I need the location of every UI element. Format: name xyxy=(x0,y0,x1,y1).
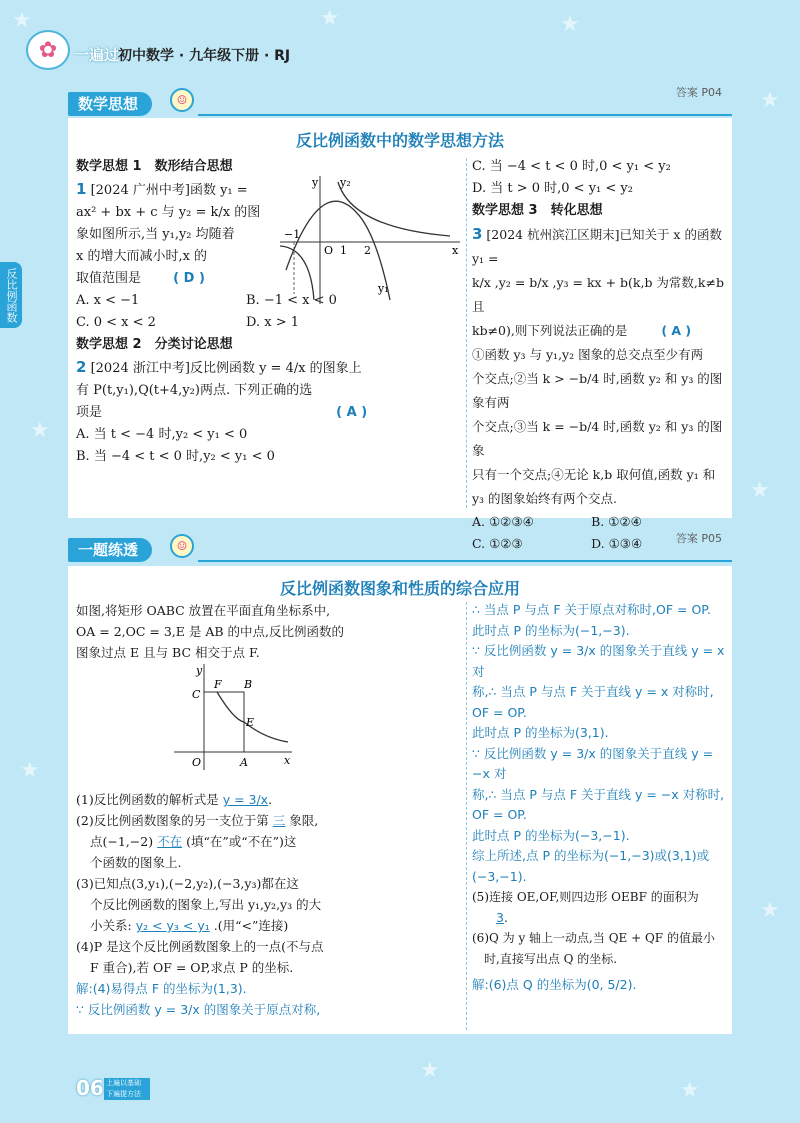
book-title: 初中数学 · 九年级下册 · RJ xyxy=(118,48,291,64)
footer-tag xyxy=(104,1078,150,1100)
graph-label: −1 xyxy=(284,228,301,241)
solution-line: 称,∴ 当点 P 与点 F 关于直线 y = −x 对称时, xyxy=(472,786,725,802)
mascot-icon: ☺ xyxy=(170,534,194,558)
thinking3-heading: 数学思想 3 转化思想 xyxy=(472,203,603,218)
footer-tag-line: 上遍以基础 xyxy=(106,1079,141,1087)
rectangle-figure xyxy=(164,662,294,772)
part4-text: (4)P 是这个反比例函数图象上的一点(不与点 xyxy=(76,939,324,954)
figure-label: A xyxy=(240,756,248,769)
part6-text: (6)Q 为 y 轴上一动点,当 QE + QF 的值最小 xyxy=(472,931,715,945)
part3-answer: y₂ < y₃ < y₁ xyxy=(135,918,210,933)
solution-line: (−3,−1). xyxy=(472,868,527,884)
q3-line: 个交点;③当 k = −b/4 时,函数 y₂ 和 y₃ 的图象 xyxy=(472,419,723,458)
solution-line: OF = OP. xyxy=(472,807,527,822)
intro-line: OA = 2,OC = 3,E 是 AB 的中点,反比例函数的 xyxy=(76,624,345,639)
thinking1-heading: 数学思想 1 数形结合思想 xyxy=(76,159,233,174)
q1-line: 象如图所示,当 y₁,y₂ 均随着 xyxy=(76,227,235,242)
part1-text: (1)反比例函数的解析式是 xyxy=(76,792,219,807)
question-number: 1 xyxy=(76,180,87,198)
q3-line: y₃ 的图象始终有两个交点. xyxy=(472,491,618,506)
solution-line: ∵ 反比例函数 y = 3/x 的图象关于直线 y = −x 对 xyxy=(472,745,714,781)
section-tag: 一题练透 xyxy=(68,538,152,562)
figure-label: O xyxy=(192,756,202,769)
part3-text: 个反比例函数的图象上,写出 y₁,y₂,y₃ 的大 xyxy=(90,897,322,912)
column-divider xyxy=(466,158,467,508)
solution-line: 称,∴ 当点 P 与点 F 关于直线 y = x 对称时, xyxy=(472,684,714,699)
solution-line: ∴ 当点 P 与点 F 关于原点对称时,OF = OP. xyxy=(472,602,711,617)
thinking2-heading: 数学思想 2 分类讨论思想 xyxy=(76,337,233,352)
q1-option: C. 0 < x < 2 xyxy=(76,315,156,330)
section-divider xyxy=(198,114,732,116)
part2-text: (填“在”或“不在”)这 xyxy=(186,834,297,849)
footer-tag-line: 下遍提方法 xyxy=(106,1090,141,1098)
question-number: 2 xyxy=(76,358,87,376)
part3-text: .(用“<”连接) xyxy=(213,918,289,933)
section-divider xyxy=(198,560,732,562)
q2-line: 有 P(t,y₁),Q(t+4,y₂)两点. 下列正确的选 xyxy=(76,383,313,398)
q3-option: B. ①②④ xyxy=(591,514,642,529)
graph-label: 1 xyxy=(340,244,347,257)
section-bar-math-thinking xyxy=(68,86,732,116)
part3-text: (3)已知点(3,y₁),(−2,y₂),(−3,y₃)都在这 xyxy=(76,876,299,891)
solution-line: 解:(4)易得点 F 的坐标为(1,3). xyxy=(76,981,247,996)
brand-name: 一遍过 xyxy=(74,46,120,64)
mascot-logo-icon: ✿ xyxy=(26,30,70,70)
q1-option: A. x < −1 xyxy=(76,293,140,308)
q3-answer: ( A ) xyxy=(661,323,692,338)
solution-line: 此时点 P 的坐标为(−1,−3). xyxy=(472,622,630,638)
q3-line: 个交点;②当 k > −b/4 时,函数 y₂ 和 y₃ 的图象有两 xyxy=(472,371,723,410)
page-number: 06 xyxy=(76,1076,104,1100)
part2-answer-on-graph: 不在 xyxy=(157,834,183,849)
graph-label: y xyxy=(312,176,319,189)
section2-left-column: 如图,将矩形 OABC 放置在平面直角坐标系中, OA = 2,OC = 3,E 是 AB 的中点,反比例函数的 图象过点 E 且与 BC 相交于点 F. (1)反比例函数的解析式是 y = 3/x. (2)反比例函数图象的另一支位于第 三 象限, 点(−1,−2) 不在 (填“在”或“不在”)这 个函数的图象上. (3)已知点(3,y₁),(−2,y₂),(−3,y₃)都在这 个反比例函数的图象上,写出 y₁,y₂,y₃ 的大 小关系: y₂ < y₃ < y₁ .(用“<”连接) (4)P 是这个反比例函数图象上的一点(不与点 F 重合),若 OF = OP,求点 P 的坐标. 解:(4)易得点 F 的坐标为(1,3). ∵ 反比例函数 y = 3/x 的图象关于原点对称, xyxy=(76,600,460,1020)
parabola-curve xyxy=(286,201,390,300)
side-chapter-tab: 反比例函数 xyxy=(0,262,22,328)
solution-line: 此时点 P 的坐标为(−3,−1). xyxy=(472,827,630,843)
solution-line: ∵ 反比例函数 y = 3/x 的图象关于原点对称, xyxy=(76,1002,321,1017)
figure-label: C xyxy=(192,688,201,701)
figure-label: y xyxy=(196,664,203,677)
part6-text: 时,直接写出点 Q 的坐标. xyxy=(472,951,618,966)
hyperbola-branch-1 xyxy=(338,182,450,236)
mascot-icon: ☺ xyxy=(170,88,194,112)
q2-option: C. 当 −4 < t < 0 时,0 < y₁ < y₂ xyxy=(472,159,671,174)
part2-text: 点(−1,−2) xyxy=(90,834,154,849)
q3-option: C. ①②③ xyxy=(472,536,523,551)
section1-title: 反比例函数中的数学思想方法 xyxy=(295,131,504,150)
section2-right-column: ∴ 当点 P 与点 F 关于原点对称时,OF = OP. 此时点 P 的坐标为(−1,−3). ∵ 反比例函数 y = 3/x 的图象关于直线 y = x 对 称,∴ 当点 P 与点 F 关于直线 y = x 对称时, OF = OP. 此时点 P 的坐标为(3,1). ∵ 反比例函数 y = 3/x 的图象关于直线 y = −x 对 称,∴ 当点 P 与点 F 关于直线 y = −x 对称时, OF = OP. 此时点 P 的坐标为(−3,−1). 综上所述,点 P 的坐标为(−1,−3)或(3,1)或 (−3,−1). (5)连接 OE,OF,则四边形 OEBF 的面积为 3. (6)Q 为 y 轴上一动点,当 QE + QF 的值最小 时,直接写出点 Q 的坐标. 解:(6)点 Q 的坐标为(0, 5/2). xyxy=(472,600,728,996)
hyperbola-branch-2 xyxy=(280,246,314,300)
q2-line: [2024 浙江中考]反比例函数 y = 4/x 的图象上 xyxy=(90,361,362,376)
section1-right-column xyxy=(472,156,726,555)
figure-label: E xyxy=(246,716,255,729)
q2-answer: ( A ) xyxy=(336,405,368,420)
q1-line: [2024 广州中考]函数 y₁ = xyxy=(90,183,248,198)
part2-text: 个函数的图象上. xyxy=(90,855,182,870)
q3-line: 只有一个交点;④无论 k,b 取何值,函数 y₁ 和 xyxy=(472,467,716,482)
solution-line: ∵ 反比例函数 y = 3/x 的图象关于直线 y = x 对 xyxy=(472,643,725,679)
q3-line: ①函数 y₃ 与 y₁,y₂ 图象的总交点至少有两 xyxy=(472,347,704,362)
q3-line: [2024 杭州滨江区期末]已知关于 x 的函数 y₁ = xyxy=(472,227,722,266)
solution-line: OF = OP. xyxy=(472,704,527,720)
function-graph xyxy=(280,174,460,304)
q1-answer: ( D ) xyxy=(173,271,205,286)
graph-label: y₂ xyxy=(340,176,351,189)
q1-line: x 的增大而减小时,x 的 xyxy=(76,249,208,264)
graph-label: O xyxy=(324,244,334,257)
page-footer xyxy=(40,1072,240,1108)
graph-label: y₁ xyxy=(378,282,389,295)
q1-option: B. −1 < x < 0 xyxy=(246,293,337,308)
part4-text: F 重合),若 OF = OP,求点 P 的坐标. xyxy=(90,960,294,975)
section-tag: 数学思想 xyxy=(68,92,152,116)
intro-line: 图象过点 E 且与 BC 相交于点 F. xyxy=(76,645,260,660)
q1-line: 取值范围是 xyxy=(76,271,142,286)
part5-answer: 3 xyxy=(496,909,504,925)
q2-option: D. 当 t > 0 时,0 < y₁ < y₂ xyxy=(472,181,633,196)
part3-text: 小关系: xyxy=(90,918,132,933)
figure-label: F xyxy=(214,678,222,691)
intro-line: 如图,将矩形 OABC 放置在平面直角坐标系中, xyxy=(76,603,331,618)
q3-option: A. ①②③④ xyxy=(472,514,534,529)
q2-option: A. 当 t < −4 时,y₂ < y₁ < 0 xyxy=(76,427,248,442)
q1-option: D. x > 1 xyxy=(246,315,299,330)
solution-line: 此时点 P 的坐标为(3,1). xyxy=(472,725,609,740)
answer-reference: 答案 P04 xyxy=(675,86,722,99)
q3-line: kb≠0),则下列说法正确的是 xyxy=(472,323,628,338)
question-number: 3 xyxy=(472,225,483,243)
page-header xyxy=(0,36,800,66)
q1-line: ax² + bx + c 与 y₂ = k/x 的图 xyxy=(76,205,261,220)
solution-line: 解:(6)点 Q 的坐标为(0, 5/2). xyxy=(472,977,637,992)
part2-text: (2)反比例函数图象的另一支位于第 xyxy=(76,813,269,828)
answer-reference: 答案 P05 xyxy=(675,532,722,545)
part1-answer: y = 3/x xyxy=(222,792,269,807)
column-divider xyxy=(466,602,467,1030)
q2-line: 项是 xyxy=(76,405,103,420)
figure-label: B xyxy=(244,678,253,691)
section-bar-one-question xyxy=(68,532,732,562)
section2-panel xyxy=(68,566,732,1034)
figure-label: x xyxy=(284,754,291,767)
part2-answer-quadrant: 三 xyxy=(272,813,286,828)
part2-text: 象限, xyxy=(289,813,319,828)
part5-text: (5)连接 OE,OF,则四边形 OEBF 的面积为 xyxy=(472,890,699,904)
graph-label: 2 xyxy=(364,244,371,257)
q3-option: D. ①③④ xyxy=(591,536,643,551)
rectangle-oabc xyxy=(204,692,244,752)
q3-line: k/x ,y₂ = b/x ,y₃ = kx + b(k,b 为常数,k≠b 且 xyxy=(472,275,724,314)
section2-title: 反比例函数图象和性质的综合应用 xyxy=(279,579,520,598)
solution-line: 综上所述,点 P 的坐标为(−1,−3)或(3,1)或 xyxy=(472,848,710,863)
graph-label: x xyxy=(452,244,459,257)
q2-option: B. 当 −4 < t < 0 时,y₂ < y₁ < 0 xyxy=(76,449,275,464)
